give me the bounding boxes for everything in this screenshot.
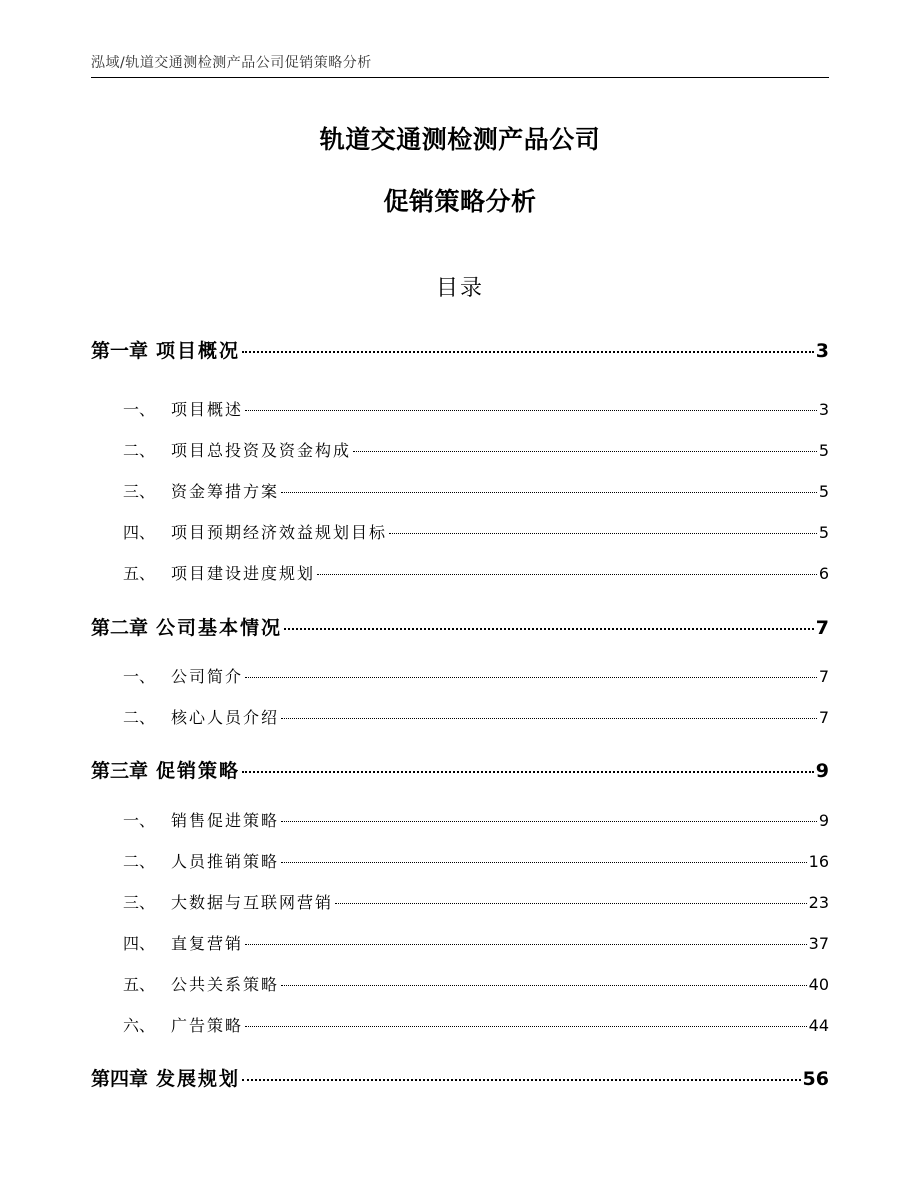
toc-label: 公司基本情况: [156, 617, 283, 639]
toc-page-number: 37: [808, 934, 829, 953]
toc-number: 六、: [123, 1016, 156, 1035]
toc-label: 项目总投资及资金构成: [171, 441, 352, 460]
toc-leader: [245, 944, 807, 945]
toc-label: 发展规划: [156, 1068, 241, 1090]
toc-label: 核心人员介绍: [171, 708, 280, 727]
toc-leader: [281, 821, 817, 822]
toc-page-number: 3: [815, 340, 829, 362]
toc-leader: [284, 628, 814, 630]
toc-leader: [245, 677, 817, 678]
toc-number: 五、: [123, 975, 156, 994]
toc-number: 一、: [123, 400, 156, 419]
toc-section[interactable]: [91, 520, 829, 543]
toc-section[interactable]: [91, 664, 829, 687]
toc-number: 四、: [123, 934, 156, 953]
toc-leader: [281, 862, 807, 863]
toc-leader: [281, 718, 817, 719]
toc-page-number: 7: [818, 708, 829, 727]
toc-page-number: 3: [818, 400, 829, 419]
toc-section[interactable]: [91, 972, 829, 995]
toc-section[interactable]: [91, 561, 829, 584]
toc-chapter[interactable]: [91, 1064, 829, 1091]
toc-section[interactable]: [91, 438, 829, 461]
toc-number: 三、: [123, 893, 156, 912]
toc-page-number: 16: [808, 852, 829, 871]
running-header: 泓域/轨道交通测检测产品公司促销策略分析: [91, 55, 372, 71]
toc-label: 项目预期经济效益规划目标: [171, 523, 388, 542]
toc-number: 一、: [123, 811, 156, 830]
toc-leader: [281, 985, 807, 986]
toc-page-number: 44: [808, 1016, 829, 1035]
toc-number: 二、: [123, 852, 156, 871]
toc-page-number: 7: [818, 667, 829, 686]
toc-page-number: 5: [818, 482, 829, 501]
toc-label: 人员推销策略: [171, 852, 280, 871]
toc-chapter[interactable]: [91, 613, 829, 640]
toc-number: 二、: [123, 708, 156, 727]
toc-page-number: 6: [818, 564, 829, 583]
toc-leader: [389, 533, 817, 534]
toc-section[interactable]: [91, 705, 829, 728]
toc-number: 第二章: [91, 617, 149, 639]
toc-leader: [281, 492, 817, 493]
toc-number: 一、: [123, 667, 156, 686]
toc-chapter[interactable]: [91, 756, 829, 783]
toc-page-number: 5: [818, 441, 829, 460]
toc-label: 大数据与互联网营销: [171, 893, 334, 912]
toc-leader: [242, 771, 814, 773]
toc-page-number: 9: [818, 811, 829, 830]
toc-label: 广告策略: [171, 1016, 244, 1035]
toc-label: 直复营销: [171, 934, 244, 953]
toc-section[interactable]: [91, 808, 829, 831]
toc-label: 项目概况: [156, 340, 241, 362]
toc-section[interactable]: [91, 1013, 829, 1036]
toc-section[interactable]: [91, 890, 829, 913]
toc-label: 资金筹措方案: [171, 482, 280, 501]
toc-label: 项目概述: [171, 400, 244, 419]
toc-number: 第三章: [91, 760, 149, 782]
toc-number: 四、: [123, 523, 156, 542]
toc-page-number: 40: [808, 975, 829, 994]
toc-page-number: 7: [815, 617, 829, 639]
toc-label: 公司简介: [171, 667, 244, 686]
toc-leader: [242, 351, 814, 353]
toc-label: 公共关系策略: [171, 975, 280, 994]
toc-section[interactable]: [91, 479, 829, 502]
toc-number: 二、: [123, 441, 156, 460]
document-subtitle: 促销策略分析: [383, 187, 537, 216]
toc-heading: 目录: [435, 276, 484, 301]
toc-number: 第四章: [91, 1068, 149, 1090]
toc-leader: [242, 1079, 801, 1081]
toc-leader: [245, 410, 817, 411]
toc-leader: [353, 451, 817, 452]
document-title: 轨道交通测检测产品公司: [319, 125, 601, 154]
toc-leader: [317, 574, 817, 575]
header-divider: [91, 77, 829, 78]
toc-number: 第一章: [91, 340, 149, 362]
toc-section[interactable]: [91, 931, 829, 954]
toc-page-number: 56: [802, 1068, 829, 1090]
toc-page-number: 9: [815, 760, 829, 782]
toc-page-number: 5: [818, 523, 829, 542]
toc-label: 项目建设进度规划: [171, 564, 316, 583]
toc-section[interactable]: [91, 849, 829, 872]
toc-leader: [245, 1026, 807, 1027]
toc-label: 销售促进策略: [171, 811, 280, 830]
toc-number: 三、: [123, 482, 156, 501]
toc-section[interactable]: [91, 397, 829, 420]
toc-leader: [335, 903, 807, 904]
toc-label: 促销策略: [156, 760, 241, 782]
toc-chapter[interactable]: [91, 336, 829, 363]
toc-number: 五、: [123, 564, 156, 583]
toc-page-number: 23: [808, 893, 829, 912]
